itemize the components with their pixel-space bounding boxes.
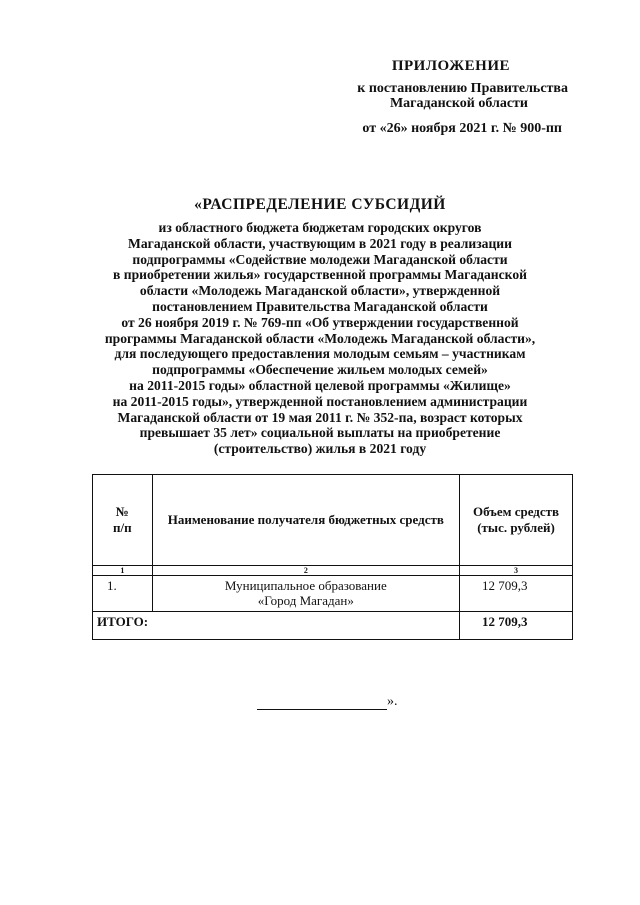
closing-quote: ». [387, 694, 398, 709]
total-spacer [152, 612, 459, 640]
total-label [93, 612, 153, 640]
subtitle-line: превышает 35 лет» социальной выплаты на приобретение [139, 425, 501, 441]
total-row [93, 612, 573, 640]
subtitle-line: из областного бюджета бюджетам городских округов [158, 220, 482, 235]
row-name: Муниципальное образование «Город Магадан» [152, 576, 459, 612]
column-number: 1 [93, 566, 153, 576]
document-title: «РАСПРЕДЕЛЕНИЕ СУБСИДИЙ [194, 196, 446, 213]
subtitle-line: для последующего предоставления молодым семьям – участникам [114, 346, 526, 362]
appendix-line-1: к постановлению Правительства [357, 81, 568, 96]
column-numbers-row [93, 566, 573, 576]
subtitle-line: (строительство) жилья в 2021 году [213, 441, 427, 457]
header-num [93, 475, 153, 566]
table-header-row [93, 475, 573, 566]
subtitle-line: Магаданской области, участвующим в 2021 году в реализации [128, 235, 512, 251]
subtitle-line: в приобретении жилья» государственной программы Магаданской [113, 267, 527, 283]
subtitle-line: постановлением Правительства Магаданской области [152, 298, 488, 314]
total-label-text: ИТОГО: [97, 614, 149, 629]
subtitle-line: подпрограммы «Обеспечение жильем молодых семей» [152, 362, 488, 378]
total-value: 12 709,3 [460, 612, 573, 640]
row-num: 1. [93, 576, 153, 612]
subtitle-line: подпрограммы «Содействие молодежи Магаданской области [132, 251, 508, 267]
header-volume-label: Объем средств (тыс. рублей) [472, 504, 560, 535]
document-subtitle [76, 220, 564, 457]
closing-line [257, 694, 398, 710]
header-num-label: № п/п [113, 504, 132, 535]
signature-underline [257, 697, 387, 710]
subtitle-line: на 2011-2015 годы» областной целевой программы «Жилище» [129, 377, 511, 393]
header-volume [460, 475, 573, 566]
subtitle-line: программы Магаданской области «Молодежь Магаданской области», [104, 330, 536, 346]
appendix-line-2: Магаданской области [389, 96, 528, 111]
appendix-title: ПРИЛОЖЕНИЕ [391, 58, 510, 74]
column-number: 2 [152, 566, 459, 576]
subtitle-line: Магаданской области от 19 мая 2011 г. № 352-па, возраст которых [117, 409, 523, 425]
appendix-line-3: от «26» ноября 2021 г. № 900-пп [362, 121, 562, 136]
distribution-table [92, 474, 573, 640]
row-volume: 12 709,3 [460, 576, 573, 612]
column-number: 3 [460, 566, 573, 576]
table-row [93, 576, 573, 612]
subtitle-line: от 26 ноября 2019 г. № 769-пп «Об утверждении государственной [121, 314, 519, 330]
subtitle-line: на 2011-2015 годы», утвержденной постановлением администрации [112, 393, 528, 409]
header-name: Наименование получателя бюджетных средств [152, 475, 459, 566]
subtitle-line: области «Молодежь Магаданской области», утвержденной [139, 283, 501, 299]
